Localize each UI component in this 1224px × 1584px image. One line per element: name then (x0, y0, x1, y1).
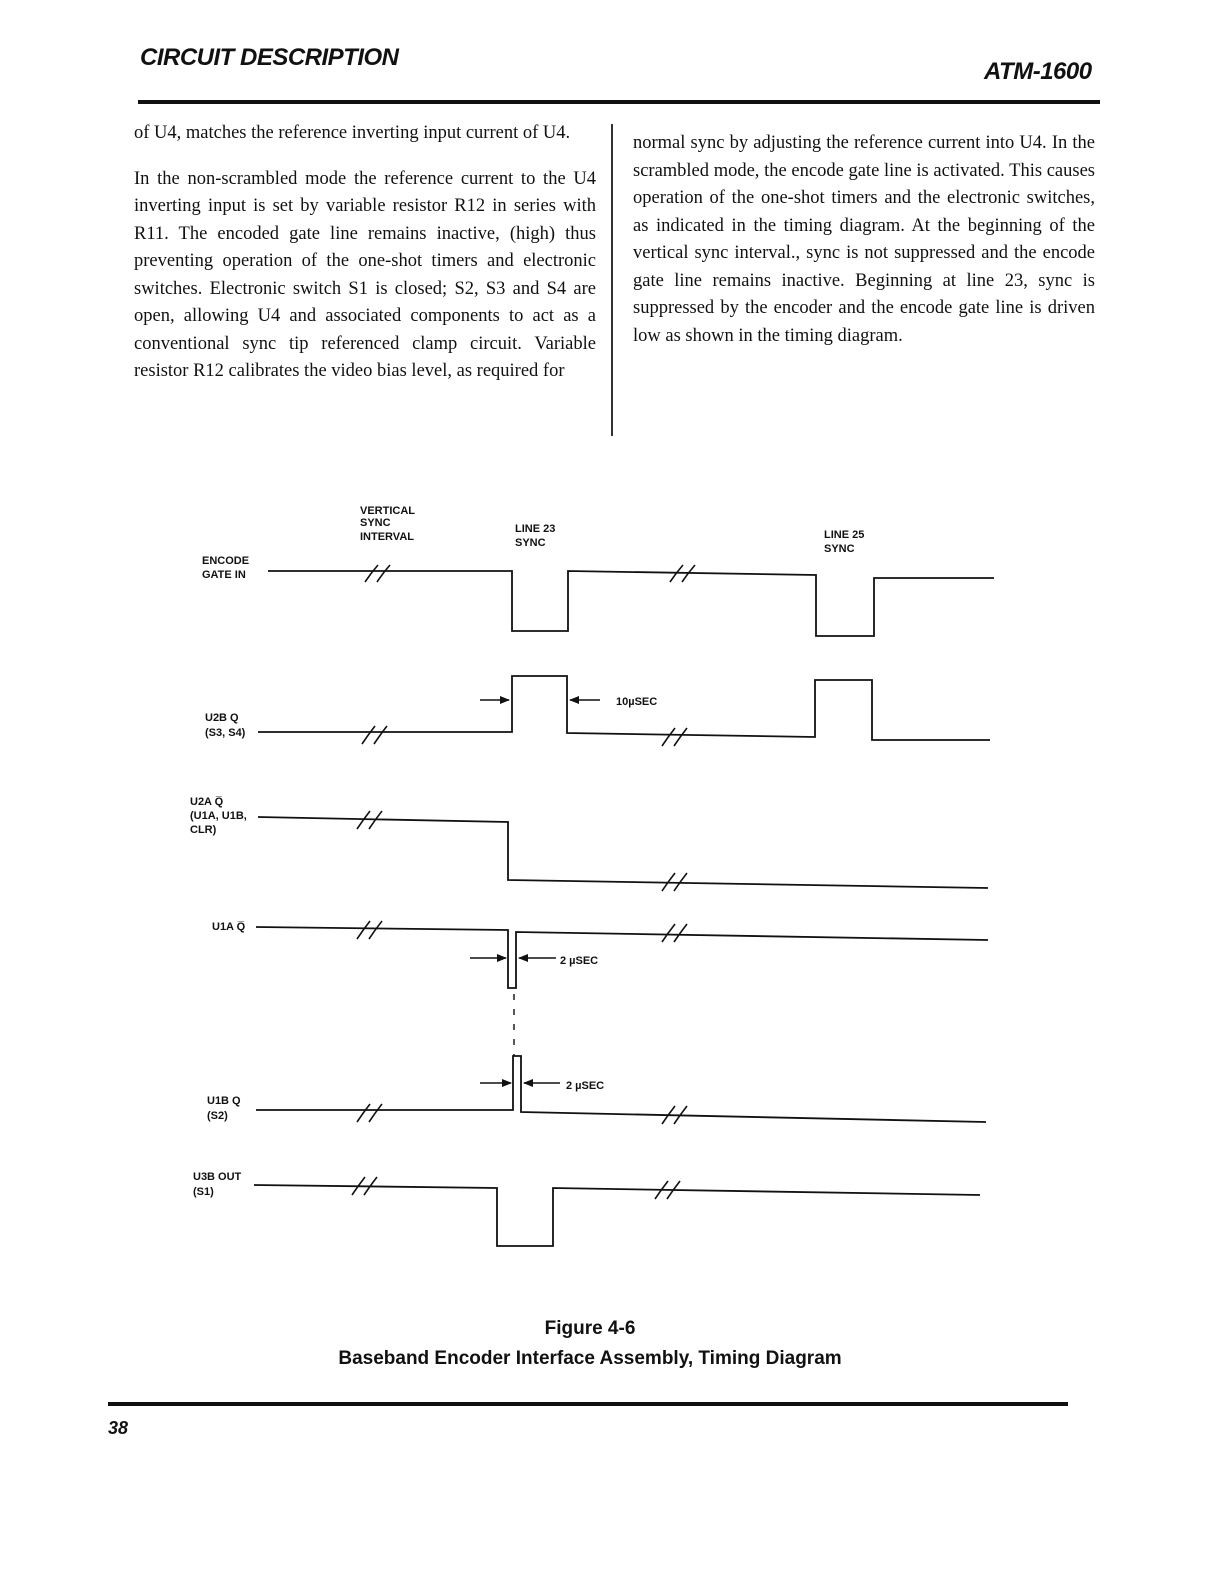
sig-u2aq-1: U2A Q̅ (190, 796, 224, 808)
sig-encode-gate-2: GATE IN (202, 569, 246, 581)
label-line25-sync: SYNC (824, 543, 855, 555)
left-paragraph-1: of U4, matches the reference inverting input current of U4. (134, 123, 571, 143)
wave-u2bq (258, 676, 990, 740)
sig-u2bq-2: (S3, S4) (205, 727, 246, 739)
break-mark (362, 726, 687, 746)
left-paragraph-2: In the non-scrambled mode the reference current to the U4 inverting input is set by variable resistor R12 in series with R11. The encoded gate line remains inactive, (high) thus preventing operation of the one-shot timers and electronic switches. Electronic switch S1 is closed; S2, S3 and S4 are open, allowing U4 and associated components to act as a conventional sync tip referenced clamp circuit. Variable resistor R12 calibrates the video bias level, as required for (134, 168, 596, 381)
label-line25: LINE 25 (824, 529, 865, 541)
sig-u2aq-2: (U1A, U1B, (190, 810, 247, 822)
figure-title: Baseband Encoder Interface Assembly, Timing Diagram (338, 1348, 842, 1369)
label-vertical: VERTICAL (360, 505, 415, 517)
sig-u2aq-3: CLR) (190, 824, 217, 836)
timing-10us: 10µSEC (616, 696, 658, 708)
sig-u3b-1: U3B OUT (193, 1171, 242, 1183)
figure-number: Figure 4-6 (544, 1318, 636, 1339)
wave-u2aq (258, 817, 988, 888)
wave-u1bq (256, 1056, 986, 1122)
break-mark (357, 811, 687, 891)
sig-u1bq-1: U1B Q (207, 1095, 241, 1107)
section-title: CIRCUIT DESCRIPTION (140, 44, 399, 71)
timing-2us-a: 2 µSEC (560, 955, 599, 967)
model-number: ATM-1600 (984, 58, 1092, 85)
wave-u3b-out (254, 1185, 980, 1246)
timing-2us-b: 2 µSEC (566, 1080, 605, 1092)
right-paragraph-1: normal sync by adjusting the reference current into U4. In the scrambled mode, the encode gate line is activated. This causes operation of the one-shot timers and the electronic switches, as indicated in the timing diagram. At the beginning of the vertical sync interval., sync is not suppressed and the encode gate line remains inactive. Beginning at line 23, sync is suppressed by the encoder and the encode gate line is driven low as shown in the timing diagram. (633, 133, 1095, 346)
sig-u2bq-1: U2B Q (205, 712, 239, 724)
sig-u1aq: U1A Q̅ (212, 921, 246, 933)
page-number: 38 (108, 1418, 129, 1438)
break-mark (365, 565, 695, 582)
label-line23-sync: SYNC (515, 537, 546, 549)
wave-u1aq (256, 927, 988, 988)
label-line23: LINE 23 (515, 523, 556, 535)
sig-encode-gate-1: ENCODE (202, 555, 250, 567)
break-mark (352, 1177, 680, 1199)
sig-u1bq-2: (S2) (207, 1110, 228, 1122)
label-interval: INTERVAL (360, 531, 414, 543)
label-sync: SYNC (360, 517, 391, 529)
sig-u3b-2: (S1) (193, 1186, 214, 1198)
footer-rule (108, 1402, 1068, 1406)
